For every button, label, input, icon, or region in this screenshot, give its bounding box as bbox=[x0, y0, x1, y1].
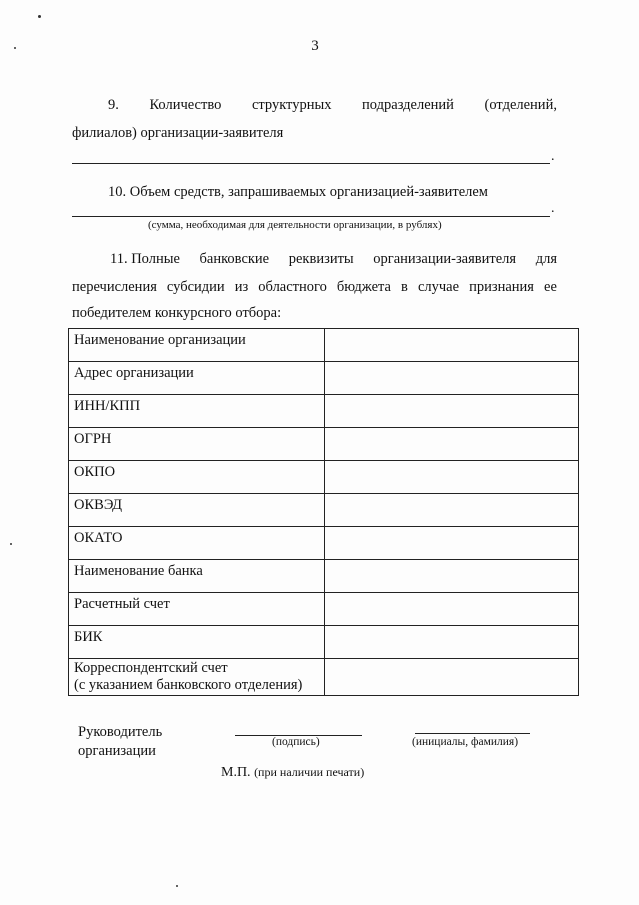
row-label-line2: (с указанием банковского отделения) bbox=[74, 677, 303, 693]
item9-word: подразделений bbox=[362, 97, 454, 113]
row-value-cell[interactable] bbox=[325, 428, 579, 461]
item10-text: 10. Объем средств, запрашиваемых организацией-заявителем bbox=[108, 184, 488, 200]
item11-word: перечисления bbox=[72, 279, 157, 295]
item11-word: признания bbox=[469, 279, 534, 295]
row-label bbox=[69, 659, 325, 696]
row-label: ИНН/КПП bbox=[69, 395, 325, 428]
initials-caption: (инициалы, фамилия) bbox=[412, 736, 519, 748]
scan-speck bbox=[10, 543, 12, 545]
row-label: ОКВЭД bbox=[69, 494, 325, 527]
signatory-title-line2: организации bbox=[78, 743, 156, 759]
signature-caption: (подпись) bbox=[272, 736, 320, 748]
row-label: Адрес организации bbox=[69, 362, 325, 395]
table-row bbox=[69, 626, 579, 659]
scan-speck bbox=[38, 15, 41, 18]
stamp-label: М.П. bbox=[221, 765, 251, 780]
item10-fill-line[interactable] bbox=[72, 216, 550, 217]
item11-word: организации-заявителя bbox=[373, 251, 517, 267]
item9-word: (отделений, bbox=[484, 97, 557, 113]
requisites-table bbox=[68, 328, 579, 696]
row-label: ОКАТО bbox=[69, 527, 325, 560]
item11-word: областного bbox=[258, 279, 327, 295]
item11-line1 bbox=[72, 251, 557, 268]
row-label-line1: Корреспондентский счет bbox=[74, 660, 228, 676]
item9-word: структурных bbox=[251, 97, 332, 113]
table-row bbox=[69, 461, 579, 494]
table-row bbox=[69, 560, 579, 593]
item9-fill-line[interactable] bbox=[72, 163, 550, 164]
item9-end-mark: . bbox=[551, 149, 555, 164]
row-value-cell[interactable] bbox=[325, 329, 579, 362]
row-label: Наименование организации bbox=[69, 329, 325, 362]
item11-word: случае bbox=[417, 279, 460, 295]
row-label: Расчетный счет bbox=[69, 593, 325, 626]
row-label: БИК bbox=[69, 626, 325, 659]
item11-word: из bbox=[234, 279, 249, 295]
item11-line3: победителем конкурсного отбора: bbox=[72, 305, 282, 321]
row-label: ОКПО bbox=[69, 461, 325, 494]
item11-word: в bbox=[401, 279, 408, 295]
signatory-title-line1: Руководитель bbox=[78, 724, 163, 740]
table-row bbox=[69, 329, 579, 362]
table-row bbox=[69, 395, 579, 428]
table-row bbox=[69, 527, 579, 560]
item9-word: 9. bbox=[108, 97, 119, 113]
item11-word: реквизиты bbox=[288, 251, 354, 267]
row-value-cell[interactable] bbox=[325, 494, 579, 527]
item11-word: бюджета bbox=[336, 279, 391, 295]
row-value-cell[interactable] bbox=[325, 527, 579, 560]
initials-line[interactable] bbox=[415, 733, 530, 734]
item11-line2 bbox=[72, 279, 557, 296]
stamp-caption: (при наличии печати) bbox=[254, 765, 365, 779]
item9-line2: филиалов) организации-заявителя bbox=[72, 125, 284, 141]
row-value-cell[interactable] bbox=[325, 659, 579, 696]
row-value-cell[interactable] bbox=[325, 560, 579, 593]
item9-line1 bbox=[72, 97, 557, 114]
row-value-cell[interactable] bbox=[325, 461, 579, 494]
item11-word: ее bbox=[544, 279, 557, 295]
item11-word: субсидии bbox=[166, 279, 225, 295]
table-row bbox=[69, 362, 579, 395]
item11-word: для bbox=[535, 251, 557, 267]
signatory-title bbox=[78, 723, 162, 761]
table-row bbox=[69, 428, 579, 461]
row-value-cell[interactable] bbox=[325, 362, 579, 395]
row-label: ОГРН bbox=[69, 428, 325, 461]
item10-end-mark: . bbox=[551, 201, 555, 216]
row-value-cell[interactable] bbox=[325, 593, 579, 626]
item11-word: 11. Полные bbox=[110, 251, 180, 267]
row-value-cell[interactable] bbox=[325, 626, 579, 659]
item10-caption: (сумма, необходимая для деятельности организации, в рублях) bbox=[148, 219, 442, 231]
item11-word: банковские bbox=[199, 251, 270, 267]
page-number: 3 bbox=[311, 38, 319, 54]
scan-speck bbox=[176, 885, 178, 887]
table-row bbox=[69, 593, 579, 626]
table-row bbox=[69, 494, 579, 527]
row-value-cell[interactable] bbox=[325, 395, 579, 428]
item9-word: Количество bbox=[149, 97, 222, 113]
stamp-note bbox=[221, 765, 364, 781]
row-label: Наименование банка bbox=[69, 560, 325, 593]
table-row bbox=[69, 659, 579, 696]
